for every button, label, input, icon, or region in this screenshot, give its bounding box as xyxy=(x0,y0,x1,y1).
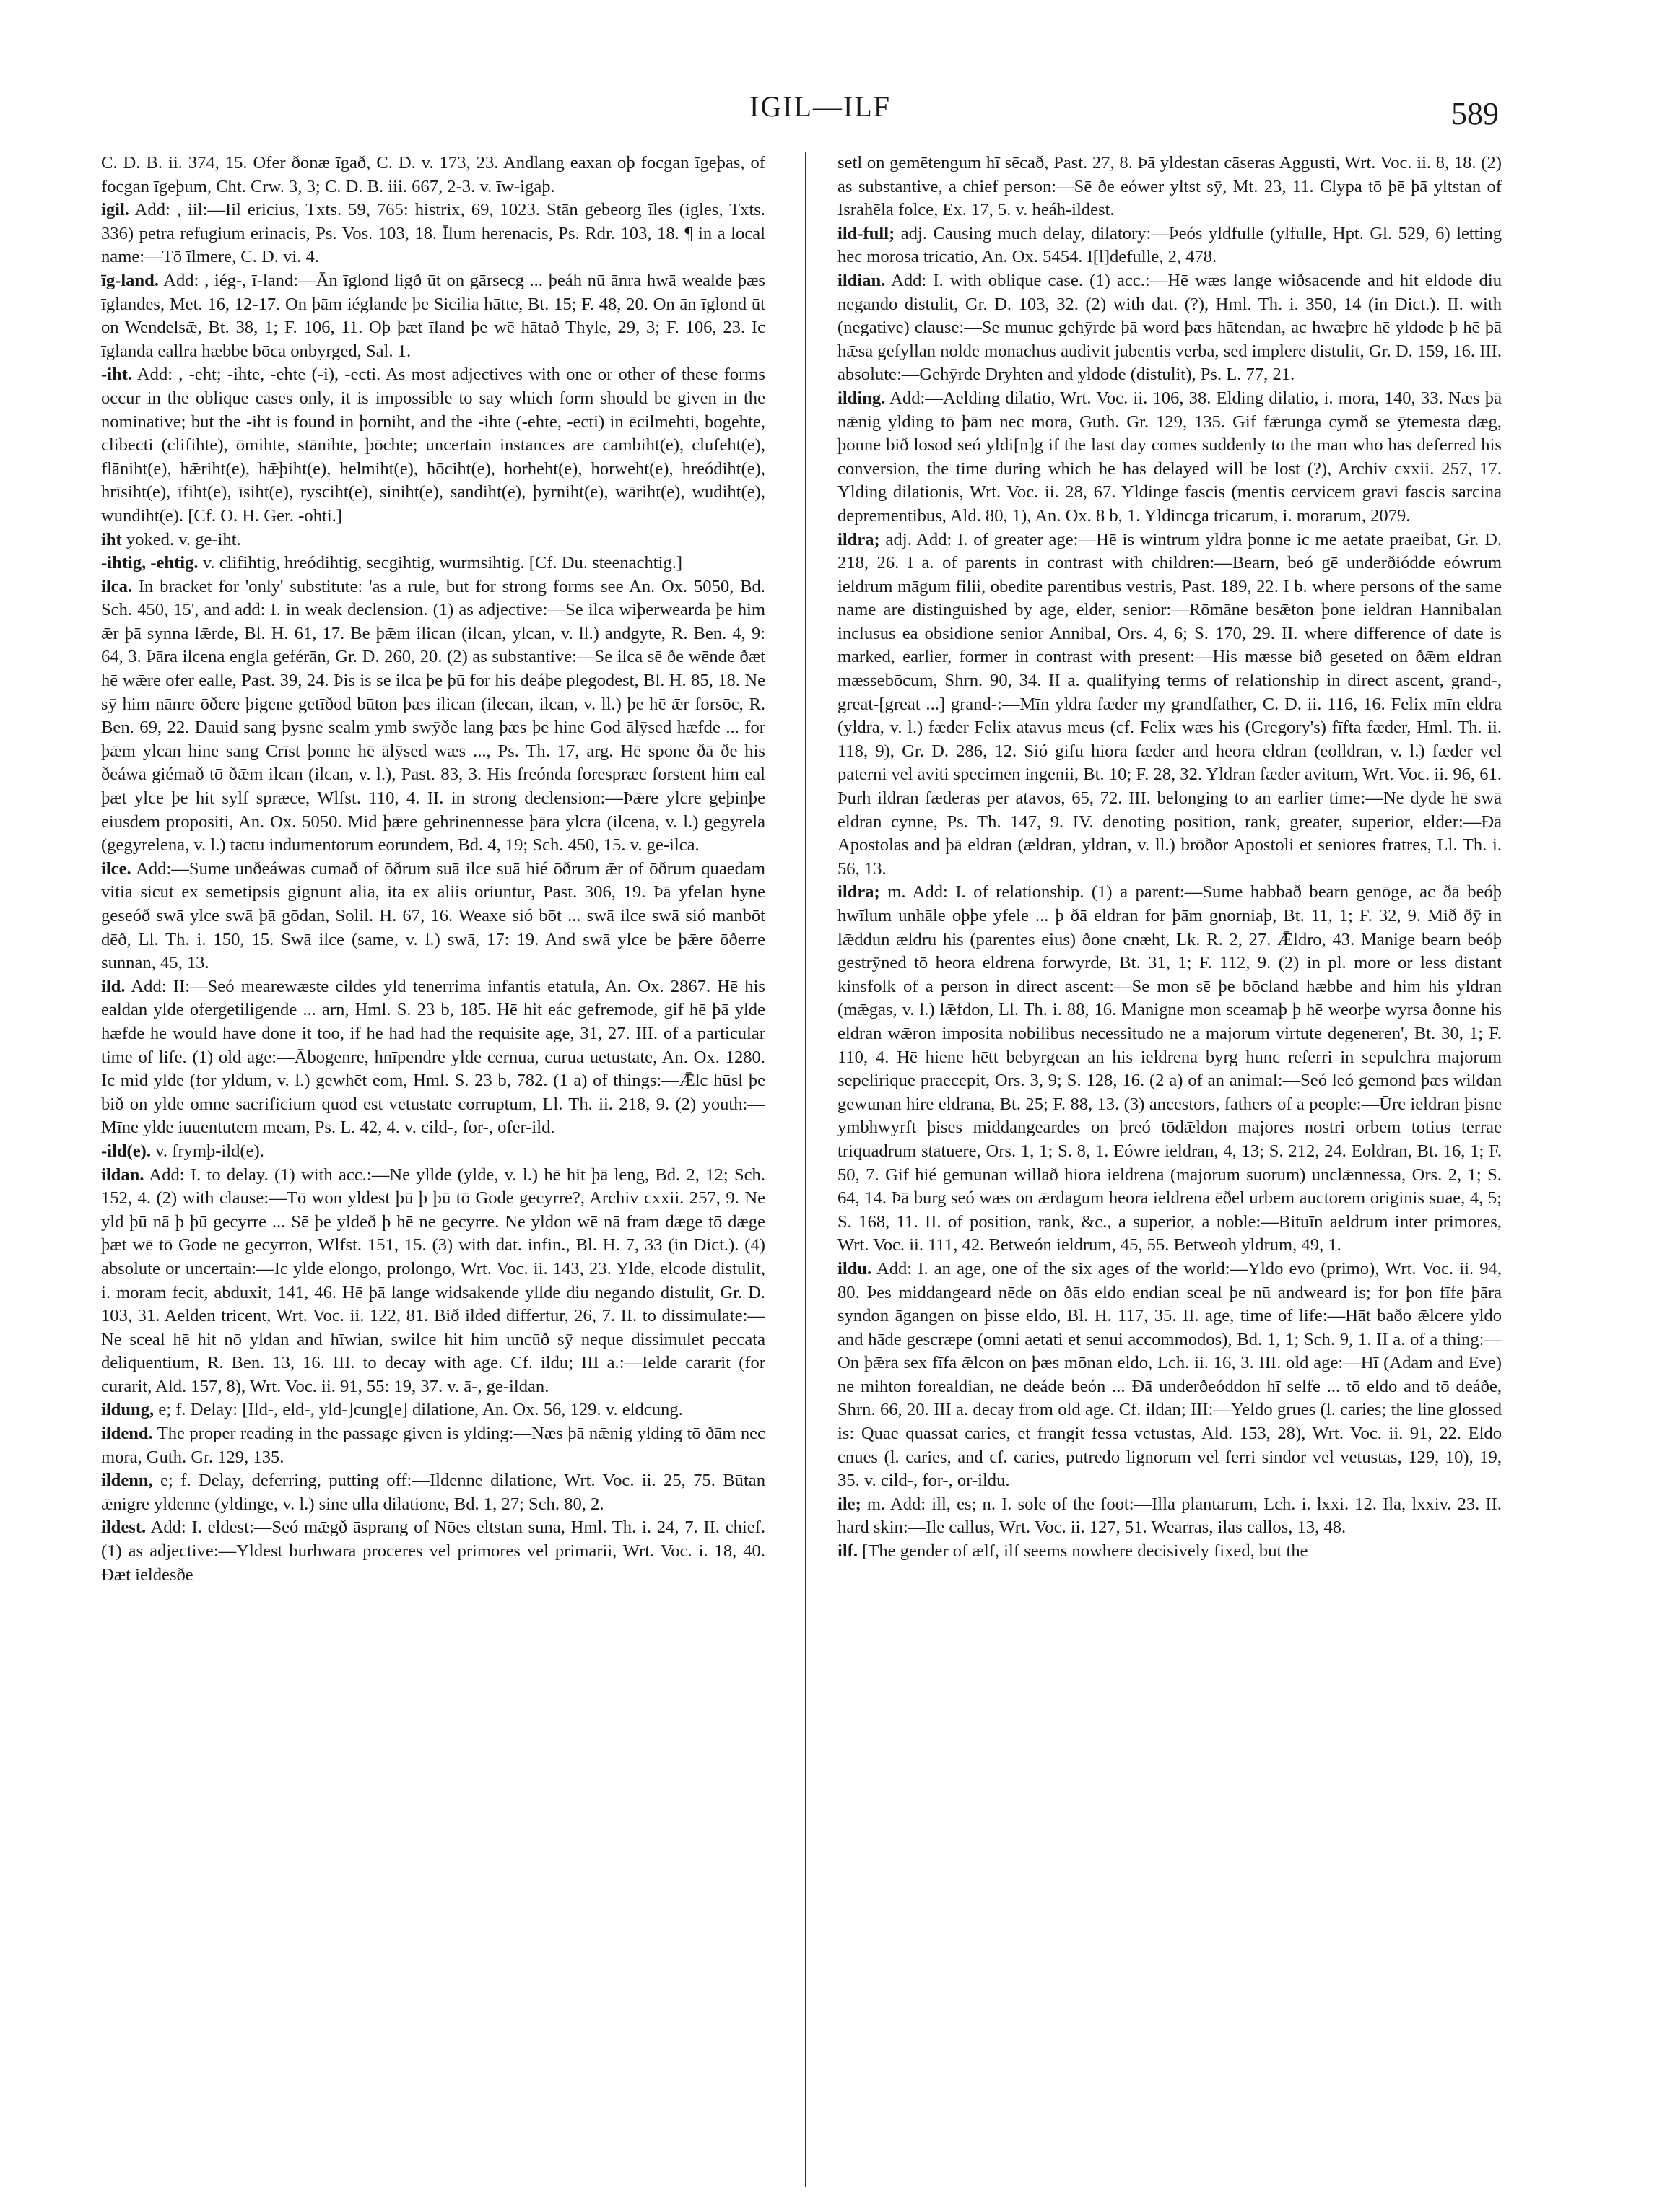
entry-text: e; f. Delay, deferring, putting off:—Ildenne dilatione, Wrt. Voc. ii. 25, 75. Būtan ǣnigre yldenne (yldinge, v. l.) sine ulla dilatione, Bd. 1, 27; Sch. 80, 2. xyxy=(101,1471,765,1514)
right-column xyxy=(838,152,1502,2195)
dictionary-entry xyxy=(101,199,765,269)
dictionary-entry xyxy=(101,1469,765,1516)
dictionary-entry xyxy=(838,1258,1502,1493)
page-header xyxy=(142,90,1499,133)
entry-headword: igil. xyxy=(101,200,129,220)
dictionary-entry xyxy=(101,1164,765,1399)
entry-headword: -ild(e). xyxy=(101,1141,151,1161)
entry-text: setl on gemētengum hī sēcað, Past. 27, 8. Þā yldestan cāseras Aggusti, Wrt. Voc. ii. 8, 18. (2) as substantive, a chief person:—Sē ðe eówer yltst sȳ, Mt. 23, 11. Clypa tō þē þā yltstan of Israhēla folce, Ex. 17, 5. v. heáh-ildest. xyxy=(838,153,1502,220)
dictionary-entry xyxy=(838,1493,1502,1540)
entry-text: yoked. v. ge-iht. xyxy=(126,529,241,549)
entry-text: e; f. Delay: [Ild-, eld-, yld-]cung[e] dilatione, An. Ox. 56, 129. v. eldcung. xyxy=(158,1400,683,1420)
entry-headword: -ihtig, -ehtig. xyxy=(101,553,199,573)
entry-text: Add: I. to delay. (1) with acc.:—Ne yllde (ylde, v. l.) hē hit þā leng, Bd. 2, 12; Sch. 152, 4. (2) with clause:—Tō won yldest þū þ þū tō Gode gecyrre?, Archiv cxxii. 257, 9. Ne yld þū nā þ þū gecyrre ... Sē þe yldeð þ hē ne gecyrre. Ne yldon wē nā fram dæge tō dæge þæt wē tō Gode ne gecyrron, Wlfst. 151, 15. (3) with dat. infin., Bl. H. 7, 33 (in Dict.). (4) absolute or uncertain:—Ic ylde elongo, prolongo, Wrt. Voc. ii. 143, 23. Ylde, elcode distulit, i. moram fecit, abduxit, 141, 46. Hē þā lange widsakende yllde diu negando distulit, Gr. D. 103, 31. Aelden tricent, Wrt. Voc. ii. 122, 81. Bið ilded differtur, 26, 7. II. to dissimulate:—Ne sceal hē hit nō yldan and hīwian, swilce hit him uncūð sȳ neque dissimulet peccata deliquentium, R. Ben. 13, 16. III. to decay with age. Cf. ildu; III a.:—Ielde cararit (for curarit, Ald. 157, 8), Wrt. Voc. ii. 91, 55: 19, 37. v. ā-, ge-ildan. xyxy=(101,1164,765,1396)
entry-headword: ilce. xyxy=(101,858,131,879)
entry-text: m. Add: ill, es; n. I. sole of the foot:—Illa plantarum, Lch. i. lxxi. 12. Ila, lxxiv. 23. II. hard skin:—Ile callus, Wrt. Voc. ii. 127, 51. Wearras, ilas callos, 13, 48. xyxy=(838,1494,1502,1538)
entry-headword: ilding. xyxy=(838,388,886,408)
entry-text: The proper reading in the passage given is ylding:—Næs þā nǣnig ylding tō ðām nec mora, Guth. Gr. 129, 135. xyxy=(101,1424,765,1467)
entry-text: Add: II:—Seó mearewæste cildes yld tenerrima infantis etatula, An. Ox. 2867. Hē his ealdan ylde ofergetiligende ... arn, Hml. S. 23 b, 185. Hē hit eác gefremode, gif hē þā ylde hæfde he would have done it too, if he had had the requisite age, 31, 27. III. of a particular time of life. (1) old age:—Ābogenre, hnīpendre ylde cernua, curua uetustate, An. Ox. 1280. Ic mid ylde (for yldum, v. l.) gewhēt eom, Hml. S. 23 b, 782. (1 a) of things:—Ǣlc hūsl þe bið on ylde omne sacrificium quod est vetustate corruptum, Ll. Th. ii. 218, 9. (2) youth:—Mīne ylde iuuentutem meam, Ps. L. 42, 4. v. cild-, for-, ofer-ild. xyxy=(101,976,765,1138)
dictionary-entry xyxy=(101,552,765,575)
dictionary-entry xyxy=(838,269,1502,387)
entry-text: v. frymþ-ild(e). xyxy=(155,1141,264,1161)
dictionary-entry xyxy=(101,1516,765,1587)
entry-headword: ildian. xyxy=(838,270,886,290)
entry-text: v. clifihtig, hreódihtig, secgihtig, wurmsihtig. [Cf. Du. steenachtig.] xyxy=(202,553,683,573)
entry-text: Add: , iil:—Iil ericius, Txts. 59, 765: histrix, 69, 1023. Stān gebeorg īles (igles, Txts. 336) petra refugium erinacis, Ps. Vos. 103, 18. Īlum herenacis, Ps. Rdr. 103, 18. ¶ in a local name:—Tō īlmere, C. D. vi. 4. xyxy=(101,200,765,267)
dictionary-entry xyxy=(838,387,1502,528)
entry-text: m. Add: I. of relationship. (1) a parent:—Sume habbað bearn genōge, ac ðā beóþ hwīlum unhāle oþþe yfele ... þ ðā eldran for þām gnorniaþ, Bt. 11, 1; F. 32, 9. Mið ðȳ in lǣddun ældru his (parentes eius) ðone cnæht, Lk. R. 2, 27. Ǣldro, 43. Manige bearn beóþ gestrȳned tō heora eldrena forwyrde, Bt. 31, 1; F. 112, 9. (2) in pl. more or less distant kinsfolk of a person in direct ascent:—Se mon sē þe bōcland hæbbe and him his yldran (mǣgas, v. l.) lǣfdon, Ll. Th. i. 88, 16. Manigne mon sceamaþ þ hē weorþe wyrsa ðonne his eldran wǣron imposita nobilibus necessitudo ne a majorum virtute degeneren', Bt. 30, 1; F. 110, 4. Hē hiene hētt bebyrgean an his ieldrena byrg hunc referri in sepulchra majorum sepelirique praecepit, Ors. 3, 9; S. 128, 16. (2 a) of an animal:—Seó leó gemond þæs wildan gewunan hire eldrana, Bt. 25; F. 88, 13. (3) ancestors, fathers of a people:—Ūre ieldran þisne ymbhwyrft þises middangeardes on þreó tōdǣldon majores nostri orbem totius terrae triquadrum statuere, Ors. 1, 1; S. 8, 1. Eówre ieldran, 4, 13; S. 212, 24. Eoldran, Bt. 16, 1; F. 50, 7. Gif hié gemunan willað hiora ieldrena (majorum suorum) unclǣnnessa, Ors. 2, 1; S. 64, 14. Þā burg seó wæs on ǣrdagum heora ieldrena ēðel urbem auctorem originis suae, 4, 5; S. 168, 11. II. of position, rank, &c., a superior, a noble:—Bituīn aeldrum inter primores, Wrt. Voc. ii. 111, 42. Betweón ieldrum, 45, 55. Betweoh yldrum, 49, 1. xyxy=(838,882,1502,1255)
dictionary-entry xyxy=(838,222,1502,269)
entry-headword: ildung, xyxy=(101,1400,155,1420)
entry-headword: ild-full; xyxy=(838,223,895,243)
entry-text: In bracket for 'only' substitute: 'as a rule, but for strong forms see An. Ox. 5050, Bd. Sch. 450, 15', and add: I. in weak declension. (1) as adjective:—Se ilca wiþerwearda þe him ǣr þā synna lǣrde, Bl. H. 61, 17. Be þǣm ilican (ilcan, ylcan, v. ll.) andgyte, R. Ben. 4, 9: 64, 3. Þāra ilcena engla geférān, Gr. D. 260, 20. (2) as substantive:—Se ilca sē ðe wēnde ðæt hē wǣre ofer ealle, Past. 39, 24. Þis is se ilca þe þū for his deáþe plegodest, Bl. H. 85, 18. Ne sȳ him nānre ōðere þigene getīðod būton þæs ilican (ilecan, ilcan, v. ll.) þe hē ǣr forsōc, R. Ben. 69, 22. Dauid sang þysne sealm ymb swȳðe lang þæs þe hine God ālȳsed hæfde ... for þǣm ylcan hine sang Crīst þonne hē ālȳsed wæs ..., Ps. Th. 17, arg. Hē spone ðā ðe his ðeáwa giémað tō ðǣm ilcan (ilcan, v. l.), Past. 83, 3. His freónda forespræc forstent him eal þæt ylce þe hit sylf spræce, Wlfst. 110, 4. II. in strong declension:—Þǣre ylcre geþinþe eiusdem propositi, An. Ox. 5050. Mid þǣre gehrinennesse þāra ylcra (ilcena, v. l.) gegyrela (gegyrelena, v. l.) tactu indumentorum eorundem, Bd. 4, 19; Sch. 450, 15. v. ge-ilca. xyxy=(101,576,765,855)
entry-headword: ile; xyxy=(838,1494,861,1514)
entry-headword: iht xyxy=(101,529,122,549)
dictionary-entry xyxy=(101,363,765,528)
dictionary-entry xyxy=(101,858,765,975)
dictionary-entry xyxy=(101,1140,765,1164)
dictionary-entry xyxy=(101,975,765,1140)
entry-headword: ilca. xyxy=(101,576,133,596)
entry-text: Add: I. eldest:—Seó mǣgð āsprang of Nōes eltstan suna, Hml. Th. i. 24, 7. II. chief. (1) as adjective:—Yldest burhwara proceres vel primores vel primarii, Wrt. Voc. i. 18, 40. Ðæt ieldesðe xyxy=(101,1518,765,1585)
entry-text: adj. Causing much delay, dilatory:—Þeós yldfulle (ylfulle, Hpt. Gl. 529, 6) letting hec morosa tricatio, An. Ox. 5454. I[l]defulle, 2, 478. xyxy=(838,223,1502,267)
entry-text: [The gender of ælf, ilf seems nowhere decisively fixed, but the xyxy=(862,1541,1308,1562)
entry-headword: ildest. xyxy=(101,1518,147,1538)
entry-headword: ildra; xyxy=(838,882,880,902)
entry-text: Add:—Sume unðeáwas cumað of ōðrum suā ilce suā hié ōðrum ǣr of ōðrum quaedam vitia sicut ex semetipsis gignunt alia, ita ex aliis oriuntur, Past. 306, 19. Þā yfelan hyne geseóð swā ylce swā þā gōdan, Solil. H. 67, 16. Weaxe sió bōt ... swā ilce swā sió manbōt dēð, Ll. Th. i. 150, 15. Swā ilce (same, v. l.) swā, 17: 19. And swā ylce be þǣre ōðerre sunnan, 45, 13. xyxy=(101,858,765,973)
dictionary-entry xyxy=(101,528,765,552)
entry-text: adj. Add: I. of greater age:—Hē is wintrum yldra þonne ic me aetate praeibat, Gr. D. 218, 26. I a. of parents in contrast with children:—Bearn, beó gē underðióddе eówrum ieldrum māgum filii, obedite parentibus vestris, Past. 189, 22. I b. where persons of the same name are distinguished by age, elder, senior:—Rōmāne besǣton þone ieldran Hannibalan inclusus ea obsidione senior Annibal, Ors. 4, 6; S. 170, 29. II. where difference of date is marked, earlier, former in contrast with present:—His mæsse bið geseted on ðǣm eldran mæssebōcum, Shrn. 90, 34. II a. qualifying terms of relationship in direct ascent, grand-, great-[great ...] grand-:—Mīn yldra fæder my grandfather, C. D. ii. 116, 16. Felix mīn eldra (yldra, v. l.) fæder Felix atavus meus (cf. Felix wæs his (Gregory's) fīfta fæder, Hml. Th. ii. 118, 9), Gr. D. 286, 12. Sió gifu hiora fæder and heora eldran (eolldran, v. l.) fæder vel paterni vel aviti specimen ingenii, Bt. 10; F. 28, 32. Yldran fæder avitum, Wrt. Voc. ii. 96, 61. Þurh ildran fæderas per atavos, 65, 72. III. belonging to an earlier time:—Ne dyde hē swā eldran cynne, Ps. Th. 147, 9. IV. denoting position, rank, greater, superior, elder:—Ðā Apostolas and þā eldran (ældran, yldran, v. ll.) brōðor Apostoli et seniores fratres, Ll. Th. i. 56, 13. xyxy=(838,529,1502,879)
entry-headword: ild. xyxy=(101,976,126,996)
entry-headword: ilf. xyxy=(838,1541,858,1562)
entry-text: Add: , -eht; -ihte, -ehte (-i), -ecti. As most adjectives with one or other of these forms occur in the oblique cases only, it is impossible to say which form should be given in the nominative; but the -iht is found in þorniht, and the -ihte (-ehte, -ecti) in ēcilmehti, bogehte, clibecti (clifihte), ōmihte, stānihte, þōchte; uncertain instances are cambiht(e), clufeht(e), flāniht(e), hǣriht(e), hǣþiht(e), helmiht(e), hōciht(e), horheht(e), horweht(e), hreódiht(e), hrīsiht(e), īfiht(e), īsiht(e), rysciht(e), siniht(e), sandiht(e), þyrniht(e), wāriht(e), wudiht(e), wundiht(e). [Cf. O. H. Ger. -ohti.] xyxy=(101,365,765,526)
entry-text: Add: I. an age, one of the six ages of the world:—Yldo evo (primo), Wrt. Voc. ii. 94, 80. Þes middangeard nēde on ðās eldo endian sceal þe nū andweard is; for þon fīfe þāra syndon āgangen on þisse eldo, Bl. H. 117, 35. II. age, time of life:—Hāt baðo ǣlcere yldo and hāde gescræpe (omni aetati et senui accommodos), Bd. 1, 1; Sch. 9, 1. II a. of a thing:—On þǣra sex fīfa ǣlcon on þæs mōnan eldo, Lch. ii. 16, 3. III. old age:—Hī (Adam and Eve) ne mihton forealdian, ne deáde beón ... Ðā underðeóddon hī selfe ... tō eldo and tō deáðe, Shrn. 66, 20. III a. decay from old age. Cf. ildan; III:—Yeldo grues (l. caries; the line glossed is: Quae quassat caries, et frangit fessa vetustas, Ald. 153, 28), Wrt. Voc. ii. 91, 22. Eldo cnues (l. caries, and cf. caries, putredo lignorum vel ferri sindor vel vetustas, 129, 10), 19, 35. v. cild-, for-, or-ildu. xyxy=(838,1258,1502,1491)
dictionary-entry xyxy=(101,269,765,363)
entry-headword: ildu. xyxy=(838,1258,872,1279)
entry-headword: ildra; xyxy=(838,529,880,549)
dictionary-entry xyxy=(101,575,765,858)
dictionary-entry xyxy=(838,881,1502,1258)
entry-text: C. D. B. ii. 374, 15. Ofer ðonæ īgað, C. D. v. 173, 23. Andlang eaxan oþ focgan īgeþas, of focgan īgeþum, Cht. Crw. 3, 3; C. D. B. iii. 667, 2-3. v. īw-igaþ. xyxy=(101,153,765,196)
page-number: 589 xyxy=(1451,96,1499,131)
entry-headword: ildend. xyxy=(101,1424,153,1444)
dictionary-entry xyxy=(838,528,1502,881)
entry-text: Add: I. with oblique case. (1) acc.:—Hē wæs lange wiðsacende and hit eldode diu negando distulit, Gr. D. 103, 32. (2) with dat. (?), Hml. Th. i. 350, 14 (in Dict.). II. with (negative) clause:—Se munuc gehȳrde þā word þæs hātendan, ac hwæþre hē yldode þ hē þā hǣsa gefyllan nolde monachus audivit jubentis verba, sed implere distulit, Gr. D. 159, 16. III. absolute:—Gehȳrde Dryhten and yldode (distulit), Ps. L. 77, 21. xyxy=(838,270,1502,385)
column-divider xyxy=(805,152,806,2187)
left-column xyxy=(101,152,765,2195)
running-head: IGIL—ILF xyxy=(749,90,891,123)
entry-headword: -iht. xyxy=(101,365,133,385)
entry-text: Add:—Aelding dilatio, Wrt. Voc. ii. 106, 38. Elding dilatio, i. mora, 140, 33. Næs þā nǣnig ylding tō þām nec mora, Guth. Gr. 129, 135. Gif fǣrunga cymð se ȳtemesta dæg, þonne bið losod seó yldi[n]g if the last day comes suddenly to the man who has deferred his conversion, the time during which he has delayed will be lost (?), Archiv cxxii. 257, 17. Ylding dilationis, Wrt. Voc. ii. 28, 67. Yldinge fascis (mentis cervicem gravi fascis sarcina deprementibus, Ald. 80, 1), An. Ox. 8 b, 1. Yldincga tricarum, i. morarum, 2079. xyxy=(838,388,1502,526)
entry-headword: īg-land. xyxy=(101,270,159,290)
dictionary-entry xyxy=(838,152,1502,222)
dictionary-entry xyxy=(101,1398,765,1422)
entry-headword: ildan. xyxy=(101,1164,144,1185)
dictionary-entry xyxy=(101,152,765,199)
dictionary-entry xyxy=(101,1422,765,1469)
entry-headword: ildenn, xyxy=(101,1471,153,1491)
dictionary-entry xyxy=(838,1540,1502,1564)
entry-text: Add: , iég-, ī-land:—Ān īglond ligð ūt on gārsecg ... þeáh nū ānra hwā wealde þæs īglandes, Met. 16, 12-17. On þām iéglande þe Sicilia hātte, Bt. 15; F. 48, 20. On ān īglond ūt on Wendelsǣ, Bt. 38, 1; F. 106, 11. Oþ þæt īland þe wē hātað Thyle, 29, 3; F. 106, 23. Ic īglanda eallra hæbbe bōca onbyrged, Sal. 1. xyxy=(101,270,765,361)
